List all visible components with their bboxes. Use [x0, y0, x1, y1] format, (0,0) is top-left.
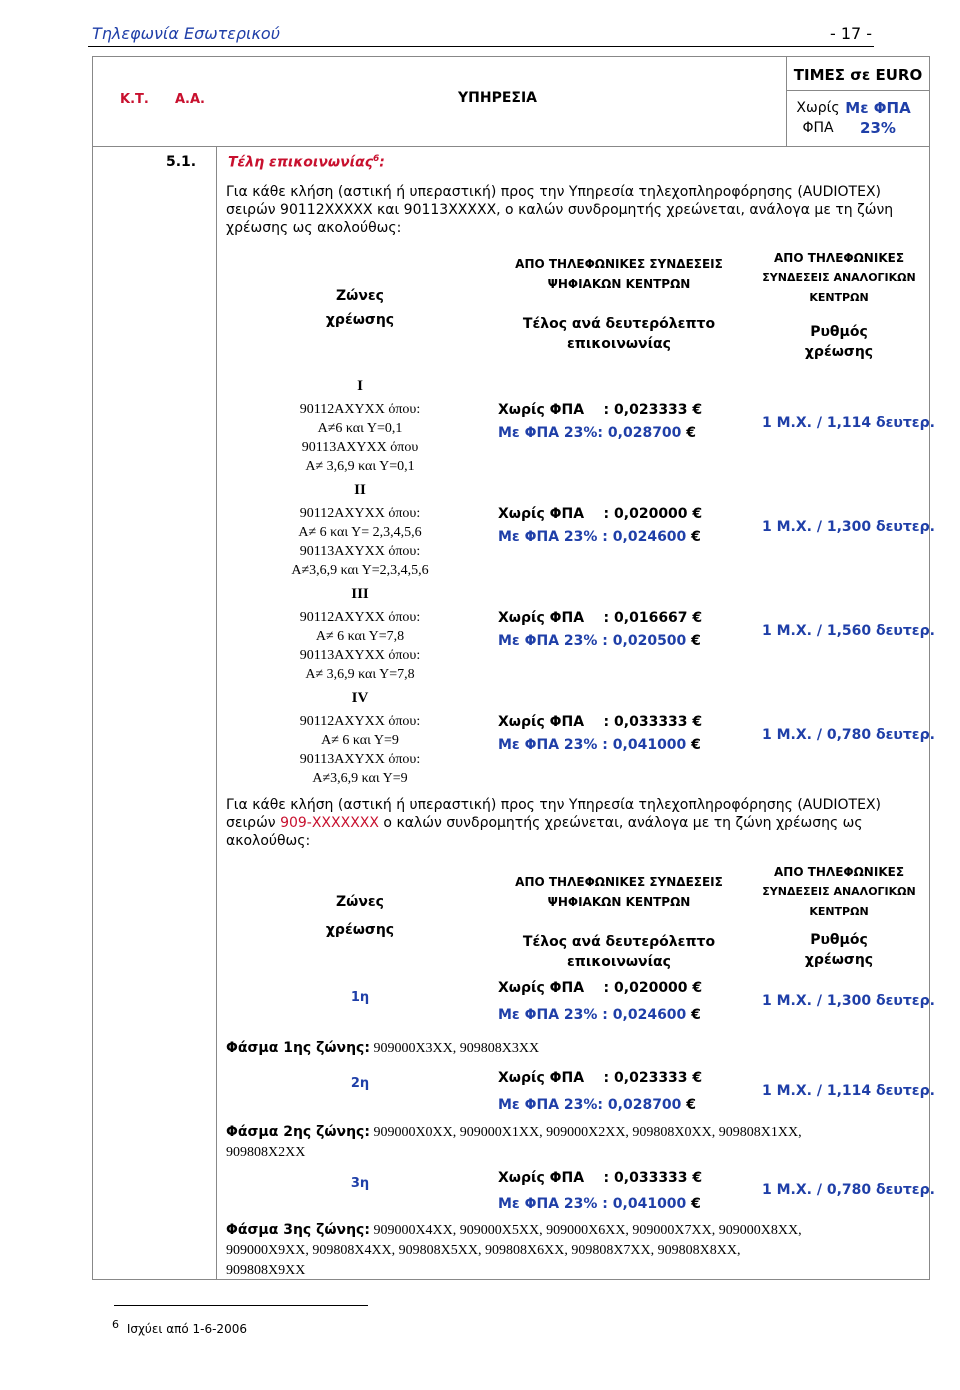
rate-no-vat	[498, 1170, 702, 1186]
footnote-ref: 6	[373, 154, 380, 164]
range-line: 909808Χ2ΧΧ	[226, 1145, 306, 1160]
euro-symbol: €	[692, 402, 703, 418]
range-line: 90113ΑΧΥΧΧ όπου:	[299, 752, 421, 767]
rate-with-vat-text: Με ΦΠΑ 23% : 0,041000	[498, 1196, 687, 1212]
range-line-1	[226, 1220, 926, 1241]
section-number: 5.1.	[166, 154, 197, 170]
range-line: 909000Χ0ΧΧ, 909000Χ1ΧΧ, 909000Χ2ΧΧ, 909808Χ0ΧΧ, 909808Χ1ΧΧ,	[373, 1125, 802, 1140]
intro1-line: Για κάθε κλήση (αστική ή υπεραστική) προς την Υπηρεσία τηλεχοπληροφόρησης (AUDIOTEX)	[226, 184, 881, 200]
rate-no-vat-text: Χωρίς ΦΠΑ : 0,033333	[498, 1170, 688, 1186]
range-label: Φάσμα 3ης ζώνης:	[226, 1222, 370, 1238]
per-second-header-line1: Τέλος ανά δευτερόλεπτο	[522, 316, 716, 332]
prices-header: ΤΙΜΕΣ σε EURO	[793, 66, 923, 84]
zones-header-line1: Ζώνες	[336, 894, 384, 910]
rate-with-vat-text: Με ΦΠΑ 23% : 0,024600	[498, 1007, 687, 1023]
range-line: 90113ΑΧΥΧΧ όπου	[301, 440, 419, 455]
intro2-line: Για κάθε κλήση (αστική ή υπεραστική) προς την Υπηρεσία τηλεχοπληροφόρησης (AUDIOTEX)	[226, 797, 881, 813]
rate-with-vat	[498, 633, 701, 649]
zone-row-IV	[0, 690, 960, 790]
analog-column-header	[754, 862, 924, 970]
range-line: 90112ΑΧΥΧΧ όπου:	[299, 714, 421, 729]
rate-no-vat	[498, 402, 702, 418]
zone-row-II	[0, 482, 960, 582]
rhythm-header-line1: Ρυθμός	[810, 932, 868, 948]
rate-no-vat-text: Χωρίς ΦΠΑ : 0,033333	[498, 714, 688, 730]
rate-with-vat	[498, 737, 701, 753]
euro-symbol: €	[691, 529, 701, 545]
analog-header-line1: ΑΠΟ ΤΗΛΕΦΩΝΙΚΕΣ	[773, 251, 905, 265]
footnote-text: Ισχύει από 1-6-2006	[126, 1322, 247, 1336]
zone-name: 3η	[350, 1176, 370, 1191]
euro-symbol: €	[692, 506, 703, 522]
range-line-1	[226, 1122, 916, 1143]
intro2-text: ο καλών συνδρομητής χρεώνεται, ανάλογα με τη ζώνη χρέωσης ως	[378, 815, 863, 831]
intro1-line: σειρών 90112XXXXX και 90113XXXXX, ο καλών συνδρομητής χρεώνεται, ανάλογα με τη ζώνη	[226, 202, 894, 218]
rate-with-vat	[498, 425, 696, 441]
rate-no-vat-text: Χωρίς ΦΠΑ : 0,020000	[498, 980, 688, 996]
range-line: Α≠6 και Υ=0,1	[317, 421, 403, 436]
rate-with-vat-text: Με ΦΠΑ 23%: 0,028700	[498, 425, 682, 441]
euro-symbol: €	[692, 980, 703, 996]
intro2-line: ακολούθως:	[226, 833, 311, 849]
rate-no-vat-text: Χωρίς ΦΠΑ : 0,023333	[498, 402, 688, 418]
kt-header: Κ.Τ.	[120, 92, 149, 107]
range-label: Φάσμα 1ης ζώνης:	[226, 1040, 370, 1056]
charging-rhythm: 1 Μ.Χ. / 1,300 δευτερ.	[762, 993, 935, 1009]
zones-header-line2: χρέωσης	[325, 922, 395, 938]
range-line: 909808Χ9ΧΧ	[226, 1263, 306, 1278]
euro-symbol: €	[691, 1007, 701, 1023]
intro2-line	[226, 814, 926, 832]
no-vat-header-line2: ΦΠΑ	[802, 120, 834, 136]
zone-row-1	[0, 978, 960, 1058]
range-line: 90112ΑΧΥΧΧ όπου:	[299, 506, 421, 521]
euro-symbol: €	[691, 633, 701, 649]
zone-name: 2η	[350, 1076, 370, 1091]
price-header-rule	[786, 90, 930, 91]
rate-no-vat-text: Χωρίς ΦΠΑ : 0,020000	[498, 506, 688, 522]
page-number: - 17 -	[830, 24, 873, 43]
rate-with-vat	[498, 529, 701, 545]
zones-header-line2: χρέωσης	[325, 312, 395, 328]
rate-no-vat	[498, 980, 702, 996]
range-line: 909000Χ9ΧΧ, 909808Χ4ΧΧ, 909808Χ5ΧΧ, 909808Χ6ΧΧ, 909808Χ7ΧΧ, 909808Χ8ΧΧ,	[226, 1243, 741, 1258]
range-line: 90112ΑΧΥΧΧ όπου:	[299, 402, 421, 417]
zone-roman-numeral: II	[354, 482, 366, 498]
rhythm-header-line1: Ρυθμός	[810, 324, 868, 340]
digital-column-header	[488, 254, 750, 354]
range-line: Α≠ 3,6,9 και Υ=0,1	[305, 459, 415, 474]
digital-header-line1: ΑΠΟ ΤΗΛΕΦΩΝΙΚΕΣ ΣΥΝΔΕΣΕΙΣ	[515, 257, 723, 271]
analog-header-line1: ΑΠΟ ΤΗΛΕΦΩΝΙΚΕΣ	[773, 865, 905, 879]
rate-no-vat	[498, 714, 702, 730]
service-header: ΥΠΗΡΕΣΙΑ	[458, 90, 538, 106]
intro2-text: σειρών	[226, 815, 281, 831]
per-second-header-line2: επικοινωνίας	[567, 954, 671, 970]
zone-roman-numeral: IV	[351, 690, 369, 706]
digital-header-line2: ΨΗΦΙΑΚΩΝ ΚΕΝΤΡΩΝ	[547, 277, 691, 291]
section-title-colon: :	[379, 154, 385, 171]
zones-column-header	[290, 888, 430, 944]
charging-rhythm: 1 Μ.Χ. / 0,780 δευτερ.	[762, 727, 935, 743]
rate-with-vat	[498, 1196, 701, 1212]
document-title: Τηλεφωνία Εσωτερικού	[92, 24, 280, 43]
euro-symbol: €	[691, 1196, 701, 1212]
zone-roman-numeral: III	[351, 586, 369, 602]
digital-header-line2: ΨΗΦΙΑΚΩΝ ΚΕΝΤΡΩΝ	[547, 895, 691, 909]
charging-rhythm: 1 Μ.Χ. / 1,114 δευτερ.	[762, 415, 935, 431]
euro-symbol: €	[691, 737, 701, 753]
rate-no-vat	[498, 1070, 702, 1086]
range-line: Α≠3,6,9 και Υ=9	[312, 771, 408, 786]
rate-no-vat-text: Χωρίς ΦΠΑ : 0,023333	[498, 1070, 688, 1086]
range-line: Α≠ 6 και Υ= 2,3,4,5,6	[298, 525, 422, 540]
euro-symbol: €	[692, 1070, 703, 1086]
euro-symbol: €	[692, 610, 703, 626]
range-line: 909000Χ4ΧΧ, 909000Χ5ΧΧ, 909000Χ6ΧΧ, 909000Χ7ΧΧ, 909000Χ8ΧΧ,	[373, 1223, 802, 1238]
zone-number-ranges	[260, 712, 460, 788]
zone-number-ranges	[260, 608, 460, 684]
range-line: Α≠ 6 και Υ=7,8	[315, 629, 405, 644]
range-label: Φάσμα 2ης ζώνης:	[226, 1124, 370, 1140]
rate-with-vat	[498, 1097, 696, 1113]
euro-symbol: €	[692, 714, 703, 730]
rate-no-vat-text: Χωρίς ΦΠΑ : 0,016667	[498, 610, 688, 626]
per-second-header-line1: Τέλος ανά δευτερόλεπτο	[522, 934, 716, 950]
zone-name: 1η	[350, 990, 370, 1005]
digital-column-header	[488, 872, 750, 972]
analog-column-header	[754, 248, 924, 362]
zone-range	[226, 1122, 916, 1163]
range-line: Α≠ 6 και Υ=9	[321, 733, 399, 748]
range-line: Α≠ 3,6,9 και Υ=7,8	[305, 667, 415, 682]
rhythm-header-line2: χρέωσης	[804, 344, 874, 360]
range-line: 909000Χ3ΧΧ, 909808Χ3ΧΧ	[373, 1041, 540, 1056]
zone-row-III	[0, 586, 960, 686]
range-line: 90113ΑΧΥΧΧ όπου:	[299, 648, 421, 663]
vat-header-line1: Με ΦΠΑ	[845, 99, 911, 117]
rhythm-header-line2: χρέωσης	[804, 952, 874, 968]
rate-with-vat	[498, 1007, 701, 1023]
charging-rhythm: 1 Μ.Χ. / 1,560 δευτερ.	[762, 623, 935, 639]
zone-range	[226, 1220, 926, 1281]
rate-with-vat-text: Με ΦΠΑ 23% : 0,041000	[498, 737, 687, 753]
zone-row-2	[0, 1068, 960, 1163]
euro-symbol: €	[686, 425, 697, 441]
rate-with-vat-text: Με ΦΠΑ 23% : 0,020500	[498, 633, 687, 649]
charging-rhythm: 1 Μ.Χ. / 1,114 δευτερ.	[762, 1083, 935, 1099]
intro1-line: χρέωσης ως ακολούθως:	[226, 220, 402, 236]
euro-symbol: €	[686, 1097, 697, 1113]
rate-with-vat-text: Με ΦΠΑ 23% : 0,024600	[498, 529, 687, 545]
vat-header-line2: 23%	[860, 119, 896, 137]
per-second-header-line2: επικοινωνίας	[567, 336, 671, 352]
aa-header: Α.Α.	[175, 92, 205, 107]
range-line: 90113ΑΧΥΧΧ όπου:	[299, 544, 421, 559]
section-title	[228, 154, 385, 171]
intro-paragraph-2	[226, 796, 926, 850]
analog-header-line3: ΚΕΝΤΡΩΝ	[809, 905, 869, 918]
zone-number-ranges	[260, 504, 460, 580]
vat-header	[838, 98, 918, 138]
footnote-number: 6	[112, 1318, 119, 1331]
zone-range	[226, 1039, 916, 1058]
section-title-text: Τέλη επικοινωνίας	[228, 154, 373, 171]
euro-symbol: €	[692, 1170, 703, 1186]
zone-roman-numeral: I	[357, 378, 363, 394]
no-vat-header-line1: Χωρίς	[796, 100, 840, 116]
footnote	[112, 1318, 247, 1336]
digital-header-line1: ΑΠΟ ΤΗΛΕΦΩΝΙΚΕΣ ΣΥΝΔΕΣΕΙΣ	[515, 875, 723, 889]
rate-with-vat-text: Με ΦΠΑ 23%: 0,028700	[498, 1097, 682, 1113]
rate-no-vat	[498, 506, 702, 522]
charging-rhythm: 1 Μ.Χ. / 0,780 δευτερ.	[762, 1182, 935, 1198]
header-rule	[88, 46, 874, 47]
range-line: 90112ΑΧΥΧΧ όπου:	[299, 610, 421, 625]
zone-row-3	[0, 1168, 960, 1278]
zones-header-line1: Ζώνες	[336, 288, 384, 304]
analog-header-line2: ΣΥΝΔΕΣΕΙΣ ΑΝΑΛΟΓΙΚΩΝ	[762, 271, 916, 284]
footnote-separator	[114, 1305, 368, 1306]
range-line: Α≠3,6,9 και Υ=2,3,4,5,6	[291, 563, 429, 578]
audiotex-series-909: 909-XXXXXXX	[280, 815, 379, 831]
intro-paragraph-1	[226, 183, 926, 237]
analog-header-line2: ΣΥΝΔΕΣΕΙΣ ΑΝΑΛΟΓΙΚΩΝ	[762, 885, 916, 898]
charging-rhythm: 1 Μ.Χ. / 1,300 δευτερ.	[762, 519, 935, 535]
zone-number-ranges	[260, 400, 460, 476]
table-header-rule	[92, 146, 930, 147]
rate-no-vat	[498, 610, 702, 626]
zones-column-header	[290, 284, 430, 332]
zone-row-I	[0, 378, 960, 478]
analog-header-line3: ΚΕΝΤΡΩΝ	[809, 291, 869, 304]
